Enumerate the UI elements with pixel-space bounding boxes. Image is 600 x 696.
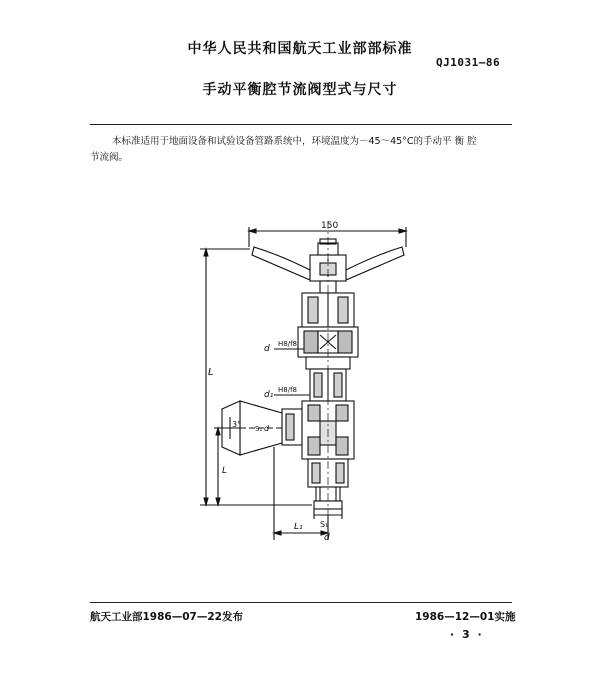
side-thread-label: d <box>264 424 270 433</box>
standard-organization: 中华人民共和国航天工业部部标准 <box>187 41 413 57</box>
top-rule <box>90 124 512 125</box>
offset-dimension: L₁ <box>294 522 303 532</box>
bottom-rule <box>90 602 512 603</box>
bottom-pitch-label: S₁ <box>320 520 329 529</box>
fit-upper-tolerance: H8/f8 <box>278 340 297 348</box>
scope-text-line-1: 本标准适用于地面设备和试验设备管路系统中，环境温度为－45～45°C的手动平 衡 腔 <box>112 136 477 147</box>
fit-lower-tolerance: H8/f8 <box>278 386 297 394</box>
scope-text-line-2: 节流阀。 <box>90 152 129 163</box>
bottom-thread-label: d <box>324 533 330 543</box>
length-dimension: L <box>208 367 214 378</box>
issue-date: 航天工业部1986—07—22发布 <box>90 611 243 623</box>
svg-text:3°: 3° <box>232 420 242 429</box>
length-dimension-lower: L <box>222 466 228 476</box>
standard-code: QJ1031—86 <box>436 56 501 69</box>
fit-upper-symbol: d <box>264 344 270 354</box>
valve-technical-drawing <box>170 215 420 545</box>
document-title: 手动平衡腔节流阀型式与尺寸 <box>202 82 398 98</box>
implementation-date: 1986—12—01实施 <box>415 611 516 623</box>
side-pitch-label: S₁ <box>255 425 263 433</box>
fit-lower-symbol: d₁ <box>264 390 274 400</box>
width-dimension: 150 <box>321 221 339 231</box>
page-number: · 3 · <box>450 628 484 641</box>
